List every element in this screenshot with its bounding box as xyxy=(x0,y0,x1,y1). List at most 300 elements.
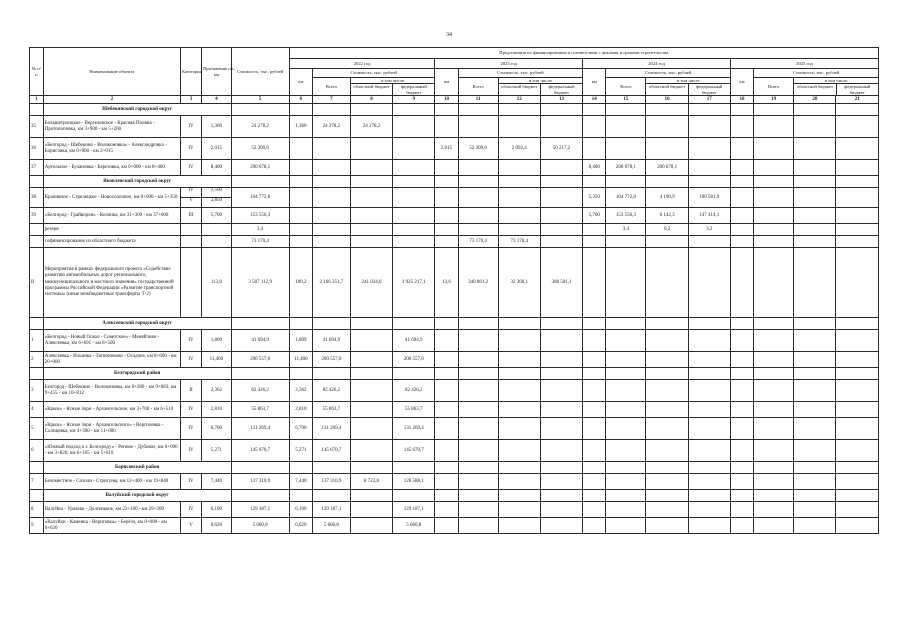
empty-cell xyxy=(458,490,498,502)
value-cell xyxy=(794,352,836,368)
category: IV xyxy=(180,474,201,490)
header-length: Протяженность, км xyxy=(202,48,232,96)
value-cell xyxy=(606,236,646,248)
value-cell: 0,2 xyxy=(646,224,688,236)
column-number: 18 xyxy=(730,96,753,104)
value-cell: 153 556,3 xyxy=(606,208,646,224)
value-cell xyxy=(498,518,540,534)
header-regional: областной бюджет xyxy=(499,84,541,95)
value-cell: 2 092,4 xyxy=(498,138,540,160)
value-cell xyxy=(646,330,688,352)
header-total: Всего xyxy=(458,78,498,96)
value-cell xyxy=(794,474,836,490)
value-cell xyxy=(688,380,730,402)
cost: 73 170,4 xyxy=(231,236,289,248)
header-km: км xyxy=(583,69,606,96)
value-cell: 5,350 xyxy=(583,188,606,208)
row-number: 38 xyxy=(30,188,44,208)
value-cell xyxy=(312,208,350,224)
object-name: Артельное - Булановка - Березовка, км 0+000 - км 8+400 xyxy=(43,160,180,176)
section-title: Алексеевский городской округ xyxy=(43,318,231,330)
value-cell xyxy=(498,330,540,352)
value-cell xyxy=(350,188,392,208)
value-cell: 1,809 xyxy=(289,330,312,352)
value-cell xyxy=(730,224,753,236)
empty-cell xyxy=(540,318,582,330)
value-cell: 6,700 xyxy=(289,418,312,440)
column-number: 3 xyxy=(180,96,201,104)
category: IV xyxy=(180,160,201,176)
value-cell xyxy=(435,236,458,248)
value-cell xyxy=(350,402,392,418)
length: 11,400 xyxy=(202,352,232,368)
value-cell xyxy=(435,160,458,176)
object-name: Беломестное - Сохоли - Стригуны, км 12+400 - км 19+840 xyxy=(43,474,180,490)
empty-cell xyxy=(646,104,688,116)
value-cell xyxy=(458,402,498,418)
value-cell xyxy=(498,224,540,236)
value-cell xyxy=(350,440,392,462)
value-cell xyxy=(836,330,879,352)
value-cell xyxy=(836,402,879,418)
value-cell xyxy=(393,138,435,160)
column-number: 17 xyxy=(688,96,730,104)
empty-cell xyxy=(30,224,44,236)
cost: 129 187,1 xyxy=(231,502,289,518)
value-cell xyxy=(350,160,392,176)
empty-cell xyxy=(350,176,392,188)
value-cell: 147 414,1 xyxy=(688,208,730,224)
value-cell xyxy=(730,352,753,368)
empty-cell xyxy=(688,176,730,188)
value-cell xyxy=(458,518,498,534)
header-cost-group: Стоимость, тыс. рублей xyxy=(458,69,583,78)
column-number: 20 xyxy=(794,96,836,104)
header-federal: федеральный бюджет xyxy=(844,84,871,95)
value-cell xyxy=(540,160,582,176)
header-category: Категория xyxy=(180,48,201,96)
value-cell xyxy=(646,518,688,534)
row-number: II xyxy=(30,248,44,318)
empty-cell xyxy=(688,368,730,380)
empty-cell xyxy=(289,490,312,502)
value-cell xyxy=(688,330,730,352)
row-number: 7 xyxy=(30,474,44,490)
value-cell xyxy=(836,208,879,224)
value-cell xyxy=(312,188,350,208)
category: III xyxy=(180,208,201,224)
column-number: 11 xyxy=(458,96,498,104)
value-cell xyxy=(730,418,753,440)
header-incl-group xyxy=(350,78,434,96)
column-number: 5 xyxy=(231,96,289,104)
value-cell xyxy=(730,138,753,160)
value-cell xyxy=(435,116,458,138)
value-cell: 2,362 xyxy=(289,380,312,402)
empty-cell xyxy=(836,462,879,474)
header-incl: в том числе xyxy=(646,78,729,84)
empty-cell xyxy=(231,462,289,474)
object-name: Большетроицкое - Вергелевское - Красная Поляна - Протопоповка, км 3+900 - км 5+260 xyxy=(43,116,180,138)
value-cell: 50 217,2 xyxy=(540,138,582,160)
category: IV xyxy=(180,352,201,368)
empty-cell xyxy=(836,318,879,330)
header-cost-group: Стоимость, тыс. рублей xyxy=(606,69,731,78)
value-cell: 41 694,9 xyxy=(393,330,435,352)
table-row xyxy=(30,188,879,208)
empty-cell xyxy=(836,104,879,116)
empty-cell xyxy=(435,318,458,330)
row-number: 4 xyxy=(30,402,44,418)
value-cell xyxy=(540,236,582,248)
section-row xyxy=(30,176,879,188)
empty-cell xyxy=(836,176,879,188)
empty-cell xyxy=(540,104,582,116)
length: 1,360 xyxy=(202,116,232,138)
empty-cell xyxy=(688,104,730,116)
empty-cell xyxy=(754,490,794,502)
value-cell xyxy=(754,380,794,402)
length: 8,400 xyxy=(202,160,232,176)
empty-cell xyxy=(794,462,836,474)
value-cell xyxy=(794,418,836,440)
table-row xyxy=(30,518,879,534)
value-cell: 241 034,6 xyxy=(350,248,392,318)
empty-cell xyxy=(794,368,836,380)
empty-cell xyxy=(730,104,753,116)
empty-cell xyxy=(180,224,201,236)
value-cell xyxy=(498,208,540,224)
value-cell: 7,440 xyxy=(289,474,312,490)
length: 5,271 xyxy=(202,440,232,462)
category: IV xyxy=(180,402,201,418)
value-cell xyxy=(312,138,350,160)
value-cell: 104 772,8 xyxy=(606,188,646,208)
header-incl-group xyxy=(646,78,730,96)
empty-cell xyxy=(583,462,606,474)
value-cell xyxy=(646,402,688,418)
table-row xyxy=(30,208,879,224)
column-number: 14 xyxy=(583,96,606,104)
value-cell xyxy=(836,248,879,318)
value-cell: 0,620 xyxy=(289,518,312,534)
empty-cell xyxy=(498,318,540,330)
value-cell: 308 501,1 xyxy=(540,248,582,318)
value-cell xyxy=(836,188,879,208)
length: 7,440 xyxy=(202,474,232,490)
value-cell xyxy=(836,518,879,534)
value-cell xyxy=(435,208,458,224)
value-cell xyxy=(458,116,498,138)
value-cell xyxy=(794,116,836,138)
value-cell: 145 670,7 xyxy=(312,440,350,462)
value-cell xyxy=(498,380,540,402)
empty-cell xyxy=(350,318,392,330)
empty-cell xyxy=(794,176,836,188)
row-number: 2 xyxy=(30,352,44,368)
row-number: 3 xyxy=(30,380,44,402)
empty-cell xyxy=(458,176,498,188)
empty-cell xyxy=(435,176,458,188)
length: 6,100 xyxy=(202,502,232,518)
value-cell xyxy=(688,352,730,368)
value-cell: 100,2 xyxy=(289,248,312,318)
object-name: Мероприятия в рамках федерального проекта «Содействие развитию автомобильных дорог регионального, межмуниципального и местного значения» государственной программы Российской Федерации «Развитие транспортной системы» (иные межбюджетные трансферты Т-2) xyxy=(43,248,180,318)
empty-cell xyxy=(289,104,312,116)
value-cell xyxy=(836,474,879,490)
value-cell xyxy=(583,138,606,160)
value-cell xyxy=(794,188,836,208)
empty-cell xyxy=(435,104,458,116)
value-cell xyxy=(730,440,753,462)
empty-cell xyxy=(754,368,794,380)
value-cell xyxy=(836,418,879,440)
header-federal: федеральный бюджет xyxy=(696,84,723,95)
value-cell xyxy=(730,160,753,176)
column-number: 19 xyxy=(754,96,794,104)
value-cell: 200 557,0 xyxy=(393,352,435,368)
table-row xyxy=(30,236,879,248)
length: 2,850 xyxy=(210,198,222,204)
table-row xyxy=(30,352,879,368)
object-name: «Белгород - Грайворон» - Козинка, км 31+300 - км 37+000 xyxy=(43,208,180,224)
value-cell: 32 360,1 xyxy=(498,248,540,318)
value-cell: 2,810 xyxy=(289,402,312,418)
value-cell xyxy=(583,248,606,318)
empty-cell xyxy=(498,176,540,188)
empty-cell xyxy=(606,104,646,116)
empty-cell xyxy=(836,368,879,380)
value-cell xyxy=(754,402,794,418)
length-cell xyxy=(202,188,232,208)
empty-cell xyxy=(231,318,289,330)
value-cell xyxy=(730,402,753,418)
section-row xyxy=(30,104,879,116)
cost: 200 678,1 xyxy=(231,160,289,176)
value-cell xyxy=(688,236,730,248)
header-km: км xyxy=(730,69,753,96)
value-cell: 55 863,7 xyxy=(312,402,350,418)
section-title: Валуйский городской округ xyxy=(43,490,231,502)
row-number: 37 xyxy=(30,160,44,176)
empty-cell xyxy=(646,318,688,330)
empty-cell xyxy=(646,368,688,380)
empty-cell xyxy=(312,318,350,330)
value-cell: 5 660,8 xyxy=(312,518,350,534)
header-name: Наименование объекта xyxy=(43,48,180,96)
value-cell xyxy=(435,440,458,462)
value-cell: 145 670,7 xyxy=(393,440,435,462)
value-cell xyxy=(540,380,582,402)
row-number: 1 xyxy=(30,330,44,352)
value-cell xyxy=(730,188,753,208)
value-cell: 82 426,2 xyxy=(393,380,435,402)
value-cell xyxy=(730,502,753,518)
value-cell: 11,400 xyxy=(289,352,312,368)
value-cell: 137 310,9 xyxy=(312,474,350,490)
value-cell xyxy=(836,236,879,248)
empty-cell xyxy=(646,490,688,502)
value-cell xyxy=(606,248,646,318)
empty-cell xyxy=(730,462,753,474)
empty-cell xyxy=(458,318,498,330)
cost: 200 557,0 xyxy=(231,352,289,368)
header-total: Всего xyxy=(606,78,646,96)
table-row xyxy=(30,440,879,462)
empty-cell xyxy=(606,462,646,474)
value-cell xyxy=(458,418,498,440)
empty-cell xyxy=(30,490,44,502)
column-number: 10 xyxy=(435,96,458,104)
empty-cell xyxy=(688,318,730,330)
value-cell: 73 170,4 xyxy=(498,236,540,248)
value-cell xyxy=(794,138,836,160)
value-cell: 131 269,4 xyxy=(393,418,435,440)
row-number: 36 xyxy=(30,138,44,160)
value-cell xyxy=(540,518,582,534)
empty-cell xyxy=(231,490,289,502)
header-km: км xyxy=(289,69,312,96)
value-cell xyxy=(794,380,836,402)
object-name: резерв xyxy=(43,224,180,236)
value-cell xyxy=(435,380,458,402)
empty-cell xyxy=(540,490,582,502)
empty-cell xyxy=(540,176,582,188)
value-cell xyxy=(794,402,836,418)
empty-cell xyxy=(393,104,435,116)
header-cost: Стоимость, тыс. рублей xyxy=(231,48,289,96)
value-cell xyxy=(688,502,730,518)
value-cell xyxy=(498,440,540,462)
value-cell xyxy=(289,236,312,248)
value-cell xyxy=(350,518,392,534)
cost: 52 309,6 xyxy=(231,138,289,160)
column-number: 9 xyxy=(393,96,435,104)
empty-cell xyxy=(458,462,498,474)
empty-cell xyxy=(606,318,646,330)
value-cell xyxy=(606,518,646,534)
value-cell xyxy=(312,236,350,248)
empty-cell xyxy=(730,368,753,380)
value-cell xyxy=(350,236,392,248)
value-cell: 340 861,2 xyxy=(458,248,498,318)
value-cell xyxy=(540,440,582,462)
value-cell xyxy=(540,352,582,368)
cost: 24 278,2 xyxy=(231,116,289,138)
cost: 153 556,3 xyxy=(231,208,289,224)
value-cell xyxy=(646,474,688,490)
value-cell: 200 678,1 xyxy=(606,160,646,176)
value-cell: 200 678,1 xyxy=(646,160,688,176)
object-name: «Белгород - Шебекино - Волоконовка» - Александровка - Борисовка, км 0+000 - км 2+015 xyxy=(43,138,180,160)
section-row xyxy=(30,490,879,502)
value-cell xyxy=(730,248,753,318)
empty-cell xyxy=(794,104,836,116)
column-number: 7 xyxy=(312,96,350,104)
value-cell xyxy=(393,188,435,208)
value-cell xyxy=(393,160,435,176)
value-cell xyxy=(458,224,498,236)
table-row xyxy=(30,380,879,402)
value-cell xyxy=(289,188,312,208)
value-cell: 82 426,2 xyxy=(312,380,350,402)
empty-cell xyxy=(312,176,350,188)
section-title: Шебекинский городской округ xyxy=(43,104,231,116)
column-number: 8 xyxy=(350,96,392,104)
cost: 82 426,2 xyxy=(231,380,289,402)
page-number: 34 xyxy=(446,32,452,38)
value-cell xyxy=(754,188,794,208)
value-cell xyxy=(688,518,730,534)
value-cell xyxy=(730,474,753,490)
value-cell xyxy=(754,236,794,248)
section-row xyxy=(30,462,879,474)
table-row xyxy=(30,402,879,418)
header-num: № п/п xyxy=(30,48,44,96)
empty-cell xyxy=(312,490,350,502)
empty-cell xyxy=(30,236,44,248)
empty-cell xyxy=(30,368,44,380)
value-cell xyxy=(606,440,646,462)
value-cell xyxy=(583,330,606,352)
value-cell xyxy=(754,160,794,176)
value-cell xyxy=(754,330,794,352)
value-cell xyxy=(730,330,753,352)
value-cell: 24 278,2 xyxy=(312,116,350,138)
value-cell xyxy=(458,474,498,490)
empty-cell xyxy=(350,462,392,474)
header-regional: областной бюджет xyxy=(351,84,393,95)
value-cell xyxy=(646,236,688,248)
value-cell xyxy=(435,502,458,518)
header-cost-group: Стоимость, тыс. рублей xyxy=(754,69,879,78)
value-cell xyxy=(646,380,688,402)
row-number: 9 xyxy=(30,518,44,534)
header-federal: федеральный бюджет xyxy=(548,84,575,95)
empty-cell xyxy=(606,176,646,188)
value-cell xyxy=(435,418,458,440)
value-cell xyxy=(730,518,753,534)
header-year-2023: 2023 год xyxy=(435,59,583,69)
value-cell xyxy=(836,352,879,368)
empty-cell xyxy=(754,104,794,116)
table-row xyxy=(30,116,879,138)
value-cell xyxy=(606,380,646,402)
object-name: «Крым» - Ясные Зори - Архангельское, км 3+700 - км 6+510 xyxy=(43,402,180,418)
value-cell xyxy=(540,208,582,224)
value-cell xyxy=(540,116,582,138)
empty-cell xyxy=(646,462,688,474)
category: IV xyxy=(180,116,201,138)
value-cell xyxy=(498,188,540,208)
value-cell xyxy=(350,138,392,160)
value-cell xyxy=(794,236,836,248)
funding-table xyxy=(29,47,879,534)
empty-cell xyxy=(583,490,606,502)
empty-cell xyxy=(498,368,540,380)
header-regional: областной бюджет xyxy=(794,84,836,95)
value-cell xyxy=(646,138,688,160)
empty-cell xyxy=(730,318,753,330)
value-cell: 2,015 xyxy=(435,138,458,160)
empty-cell xyxy=(606,490,646,502)
value-cell: 55 863,7 xyxy=(393,402,435,418)
value-cell: 24 278,2 xyxy=(350,116,392,138)
empty-cell xyxy=(289,318,312,330)
value-cell xyxy=(458,440,498,462)
value-cell xyxy=(754,248,794,318)
column-number: 12 xyxy=(498,96,540,104)
